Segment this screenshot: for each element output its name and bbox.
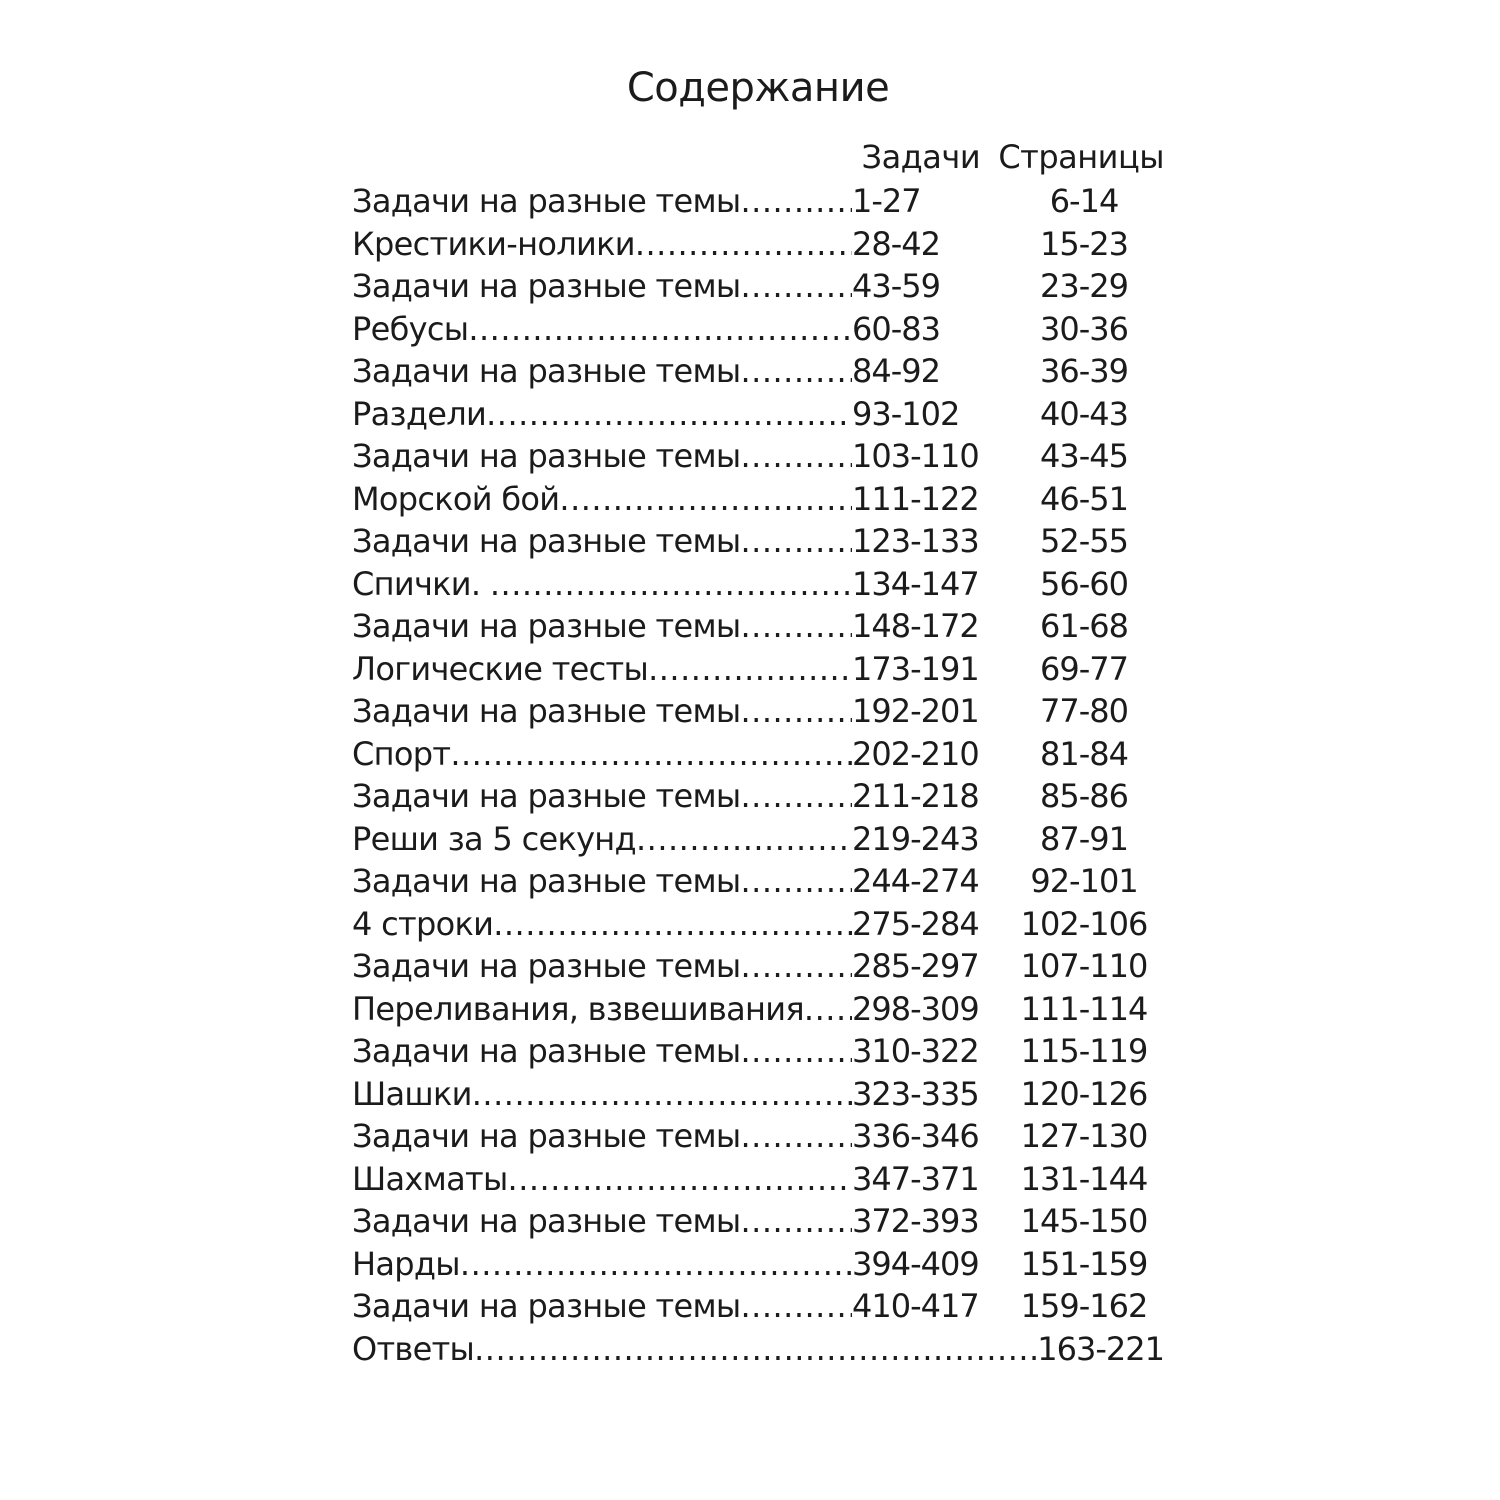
toc-entry-title: Задачи на разные темы <box>352 1032 741 1070</box>
toc-entry-task-range: 394-409 <box>852 1244 979 1283</box>
dot-leader <box>740 1285 852 1328</box>
toc-row <box>352 308 1164 351</box>
dot-leader <box>635 223 852 266</box>
dot-leader <box>472 1073 852 1116</box>
dot-leader <box>740 605 852 648</box>
toc-row <box>352 520 1164 563</box>
toc-entry-task-range: 372-393 <box>852 1202 979 1240</box>
toc-entry-title: Ребусы <box>352 309 469 348</box>
page-title: Содержание <box>626 65 890 111</box>
toc-entry-page-range: 40-43 <box>1040 394 1128 433</box>
column-header-pages: Страницы <box>998 138 1164 176</box>
toc-entry-page-range: 15-23 <box>1040 224 1128 263</box>
toc-entry-task-range: 410-417 <box>852 1287 979 1325</box>
dot-leader <box>740 945 852 988</box>
toc-entry-task-range: 347-371 <box>852 1159 979 1198</box>
toc-entry-task-range: 310-322 <box>852 1032 979 1070</box>
toc-entry-title: Задачи на разные темы <box>352 1202 741 1240</box>
toc-row <box>352 648 1164 691</box>
dot-leader <box>636 818 852 861</box>
toc-entry-page-range: 23-29 <box>1040 267 1128 305</box>
toc-entry-title: Спорт <box>352 734 451 773</box>
dot-leader <box>740 690 852 733</box>
toc-entry-task-range: 1-27 <box>852 182 921 220</box>
toc-entry-task-range: 93-102 <box>852 394 960 433</box>
dot-leader <box>740 435 852 478</box>
toc-entry-page-range: 145-150 <box>1020 1202 1148 1240</box>
toc-entry-page-range: 30-36 <box>1040 309 1128 348</box>
toc-row <box>352 1243 1164 1286</box>
dot-leader <box>740 520 852 563</box>
toc-entry-task-range: 244-274 <box>852 862 979 900</box>
toc-entry-page-range: 56-60 <box>1040 564 1128 603</box>
toc-row <box>352 818 1164 861</box>
toc-entry-task-range: 123-133 <box>852 522 979 560</box>
toc-entry-page-range: 85-86 <box>1040 777 1128 815</box>
toc-entry-page-range: 36-39 <box>1040 352 1128 390</box>
toc-entry-title: Крестики-нолики <box>352 224 635 263</box>
toc-header-row <box>352 136 1164 178</box>
toc-entry-title: Морской бой <box>352 479 560 518</box>
toc-entry-title: Шашки <box>352 1074 472 1113</box>
dot-leader <box>740 350 852 393</box>
dot-leader <box>460 1243 852 1286</box>
toc-entry-page-range: 131-144 <box>1020 1159 1148 1198</box>
toc-entry-title: Задачи на разные темы <box>352 437 741 475</box>
toc-entry-page-range: 61-68 <box>1040 607 1128 645</box>
dot-leader <box>740 775 852 818</box>
dot-leader <box>508 1158 852 1201</box>
dot-leader <box>740 265 852 308</box>
toc-entry-title: Нарды <box>352 1244 460 1283</box>
toc-entry-task-range: 134-147 <box>852 564 979 603</box>
toc-entry-task-range: 173-191 <box>852 649 979 688</box>
toc-row <box>352 1328 1164 1371</box>
toc-row <box>352 393 1164 436</box>
toc-entry-page-range: 52-55 <box>1040 522 1128 560</box>
toc-row <box>352 988 1164 1031</box>
toc-row <box>352 180 1164 223</box>
toc-row <box>352 1285 1164 1328</box>
dot-leader <box>493 903 852 946</box>
toc-row <box>352 350 1164 393</box>
toc-entry-page-range: 92-101 <box>1030 862 1138 900</box>
toc-entry-title: Задачи на разные темы <box>352 862 741 900</box>
toc-row <box>352 945 1164 988</box>
toc-row <box>352 1200 1164 1243</box>
toc-entry-page-range: 127-130 <box>1020 1117 1148 1155</box>
toc-entry-page-range: 69-77 <box>1040 649 1128 688</box>
toc-row <box>352 265 1164 308</box>
dot-leader <box>468 308 852 351</box>
toc-row <box>352 1030 1164 1073</box>
toc-entry-page-range: 77-80 <box>1040 692 1128 730</box>
toc-row <box>352 563 1164 606</box>
toc-entry-task-range: 336-346 <box>852 1117 979 1155</box>
toc-entry-task-range: 219-243 <box>852 819 979 858</box>
toc-entry-title: Спички. <box>352 564 490 603</box>
toc-entry-title: 4 строки <box>352 904 494 943</box>
header-spacer <box>352 136 843 178</box>
toc-entry-title: Задачи на разные темы <box>352 267 741 305</box>
toc-row <box>352 223 1164 266</box>
toc-row <box>352 605 1164 648</box>
dot-leader <box>740 1115 852 1158</box>
dot-leader <box>740 1200 852 1243</box>
toc-entry-task-range: 103-110 <box>852 437 979 475</box>
toc-entry-title: Задачи на разные темы <box>352 777 741 815</box>
toc-entry-title: Переливания, взвешивания <box>352 989 804 1028</box>
toc-entry-title: Раздели <box>352 394 487 433</box>
toc-entry-title: Задачи на разные темы <box>352 1287 741 1325</box>
toc-entry-task-range: 84-92 <box>852 352 940 390</box>
toc-entry-task-range: 111-122 <box>852 479 979 518</box>
toc-entry-task-range: 298-309 <box>852 989 979 1028</box>
toc-entry-task-range: 60-83 <box>852 309 940 348</box>
toc-entry-title: Задачи на разные темы <box>352 1117 741 1155</box>
dot-leader <box>490 563 852 606</box>
toc-entry-page-range: 6-14 <box>1049 182 1119 220</box>
toc-entry-page-range: 102-106 <box>1020 904 1148 943</box>
toc-entry-task-range: 148-172 <box>852 607 979 645</box>
toc-entry-page-range: 115-119 <box>1020 1032 1148 1070</box>
dot-leader <box>740 180 852 223</box>
toc-entry-page-range: 43-45 <box>1040 437 1128 475</box>
toc-content <box>352 60 1164 1370</box>
toc-entry-title: Ответы <box>352 1329 475 1368</box>
toc-entry-page-range: 159-162 <box>1020 1287 1148 1325</box>
toc-row <box>352 435 1164 478</box>
toc-entry-page-range: 87-91 <box>1040 819 1128 858</box>
toc-row <box>352 860 1164 903</box>
toc-row <box>352 1115 1164 1158</box>
toc-entry-title: Задачи на разные темы <box>352 352 741 390</box>
toc-row <box>352 690 1164 733</box>
toc-rows <box>352 180 1164 1370</box>
toc-entry-title: Логические тесты <box>352 649 649 688</box>
toc-row <box>352 478 1164 521</box>
toc-entry-page-range: 163-221 <box>1037 1329 1164 1368</box>
toc-entry-title: Реши за 5 секунд <box>352 819 636 858</box>
toc-entry-title: Задачи на разные темы <box>352 947 741 985</box>
dot-leader <box>804 988 852 1031</box>
dot-leader <box>450 733 852 776</box>
toc-row <box>352 1158 1164 1201</box>
toc-entry-page-range: 111-114 <box>1020 989 1148 1028</box>
toc-entry-page-range: 46-51 <box>1040 479 1128 518</box>
toc-entry-title: Задачи на разные темы <box>352 182 741 220</box>
toc-row <box>352 775 1164 818</box>
dot-leader <box>486 393 852 436</box>
toc-entry-task-range: 323-335 <box>852 1074 979 1113</box>
toc-entry-task-range: 275-284 <box>852 904 979 943</box>
toc-entry-task-range: 285-297 <box>852 947 979 985</box>
toc-entry-task-range: 211-218 <box>852 777 979 815</box>
toc-entry-task-range: 43-59 <box>852 267 940 305</box>
toc-row <box>352 903 1164 946</box>
toc-entry-page-range: 120-126 <box>1020 1074 1148 1113</box>
dot-leader <box>648 648 852 691</box>
toc-entry-task-range: 192-201 <box>852 692 979 730</box>
dot-leader <box>740 860 852 903</box>
toc-entry-task-range: 202-210 <box>852 734 979 773</box>
column-header-tasks: Задачи <box>861 138 981 176</box>
dot-leader <box>740 1030 852 1073</box>
dot-leader <box>474 1328 1037 1371</box>
toc-entry-title: Задачи на разные темы <box>352 692 741 730</box>
dot-leader <box>559 478 852 521</box>
toc-row <box>352 733 1164 776</box>
toc-entry-task-range: 28-42 <box>852 224 940 263</box>
toc-entry-title: Задачи на разные темы <box>352 522 741 560</box>
toc-entry-page-range: 81-84 <box>1040 734 1128 773</box>
toc-row <box>352 1073 1164 1116</box>
toc-entry-title: Задачи на разные темы <box>352 607 741 645</box>
toc-entry-page-range: 107-110 <box>1020 947 1148 985</box>
toc-entry-title: Шахматы <box>352 1159 508 1198</box>
toc-entry-page-range: 151-159 <box>1020 1244 1148 1283</box>
